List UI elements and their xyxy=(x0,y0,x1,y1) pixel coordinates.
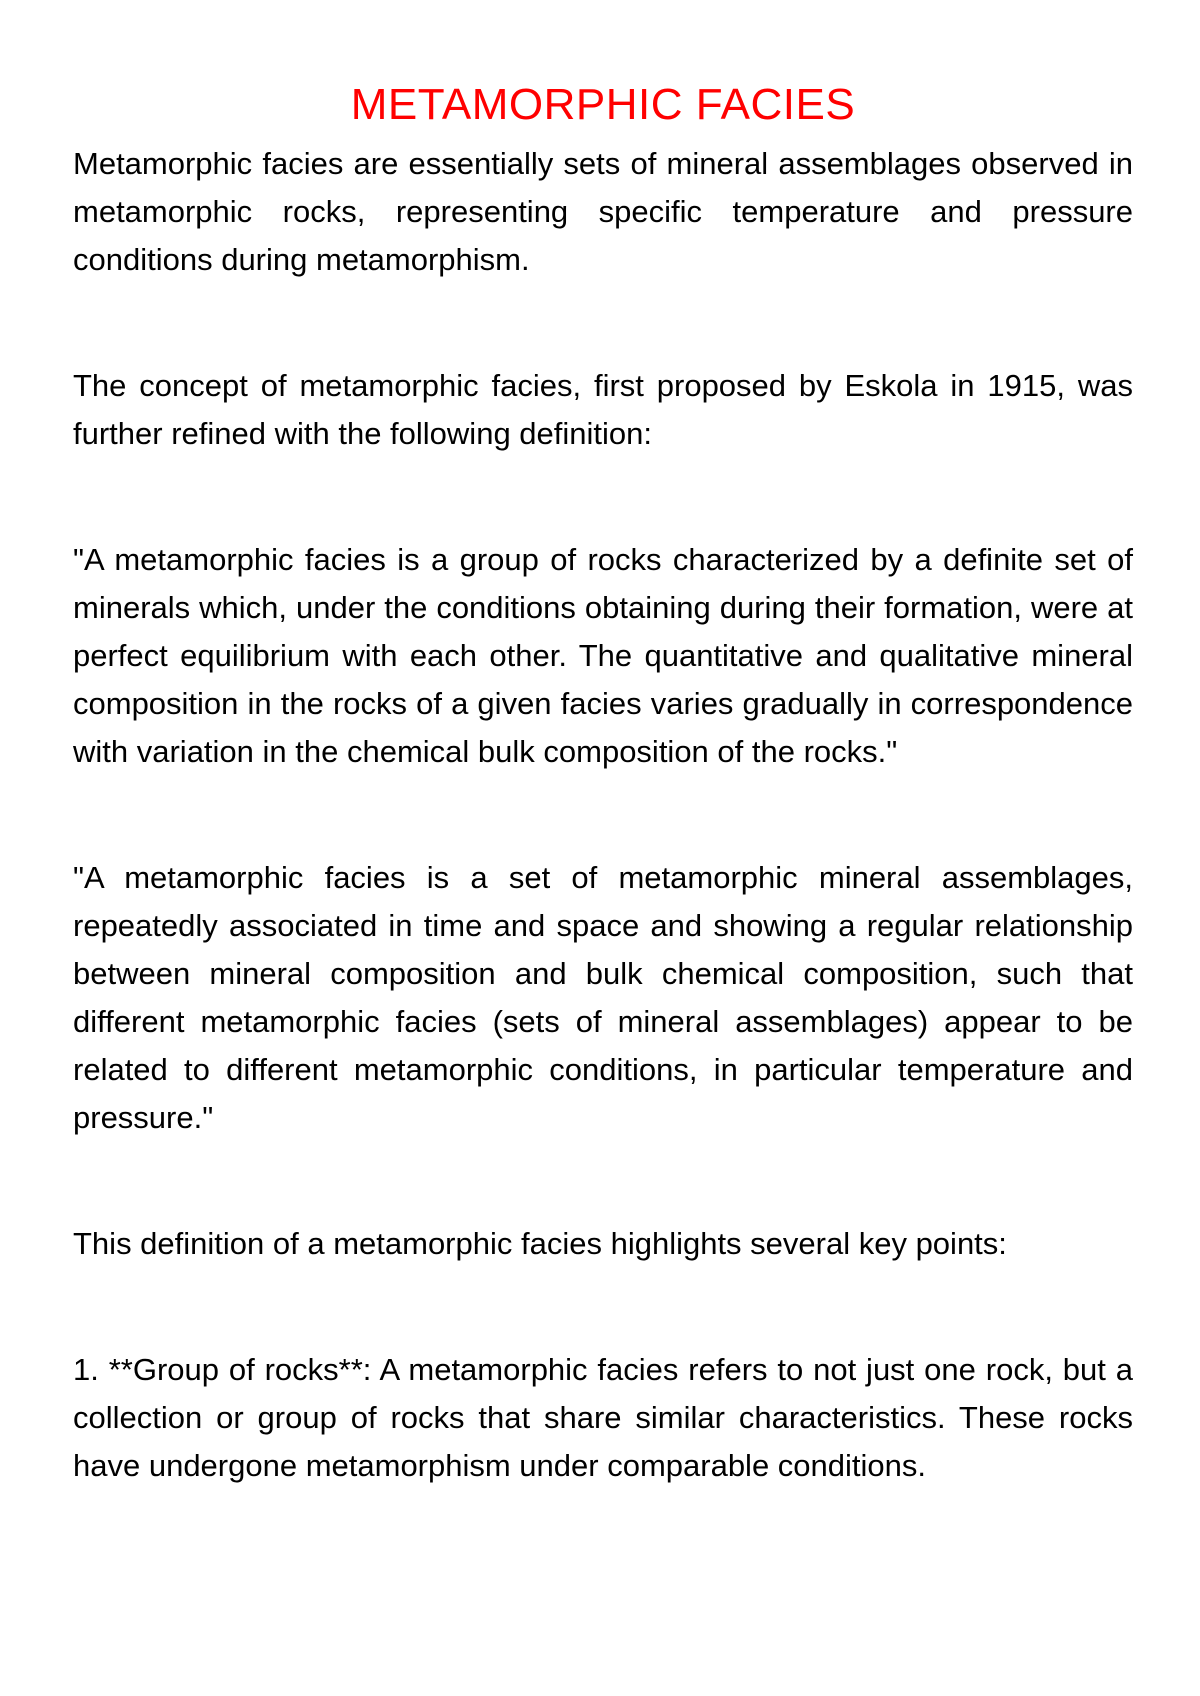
paragraph-spacer xyxy=(73,284,1133,362)
paragraph-point-1: 1. **Group of rocks**: A metamorphic facies refers to not just one rock, but a collection or group of rocks that share similar characteristics. These rocks have undergone metamorphism under comparable conditions. xyxy=(73,1352,1133,1483)
document-title: METAMORPHIC FACIES xyxy=(350,80,856,129)
document-page xyxy=(73,70,1133,1490)
paragraph-intro: Metamorphic facies are essentially sets of mineral assemblages observed in metamorphic rocks, representing specific temperature and pressure conditions during metamorphism. xyxy=(73,146,1133,277)
paragraph-spacer xyxy=(73,776,1133,854)
paragraph-quote-eskola: "A metamorphic facies is a group of rocks characterized by a definite set of minerals which, under the conditions obtaining during their formation, were at perfect equilibrium with each other. The quantitative and qualitative mineral composition in the rocks of a given facies varies gradually in correspondence with variation in the chemical bulk composition of the rocks." xyxy=(73,542,1133,769)
paragraph-spacer xyxy=(73,458,1133,536)
paragraph-spacer xyxy=(73,1268,1133,1346)
paragraph-eskola-concept: The concept of metamorphic facies, first proposed by Eskola in 1915, was further refined with the following definition: xyxy=(73,368,1133,451)
paragraph-quote-modern: "A metamorphic facies is a set of metamorphic mineral assemblages, repeatedly associated in time and space and showing a regular relationship between mineral composition and bulk chemical composition, such that different metamorphic facies (sets of mineral assemblages) appear to be related to different metamorphic conditions, in particular temperature and pressure." xyxy=(73,860,1133,1135)
paragraph-spacer xyxy=(73,1142,1133,1220)
paragraph-key-points-intro: This definition of a metamorphic facies highlights several key points: xyxy=(73,1226,1007,1261)
